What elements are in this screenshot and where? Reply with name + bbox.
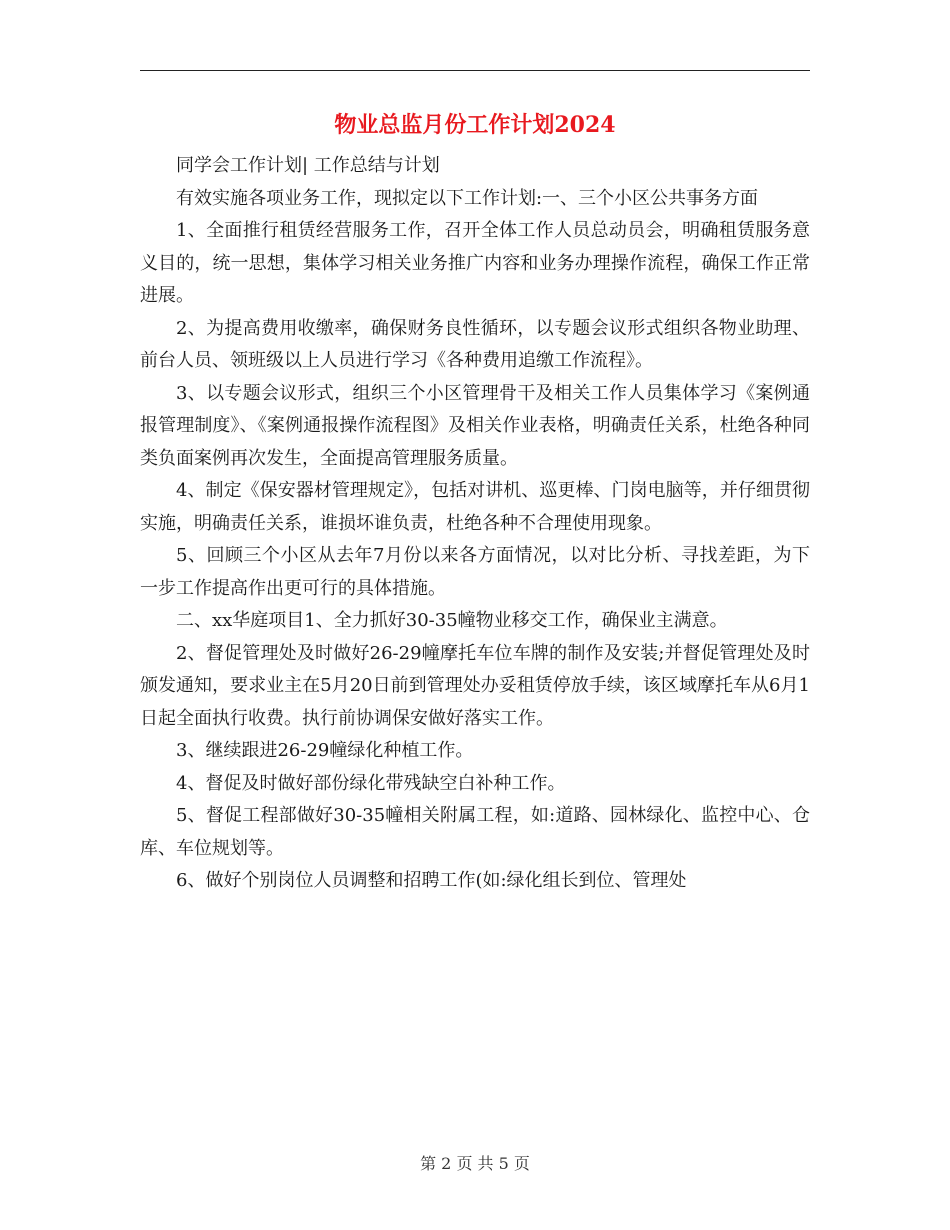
paragraph: 5、回顾三个小区从去年7月份以来各方面情况，以对比分析、寻找差距，为下一步工作提高作出更可行的具体措施。 [140,545,810,599]
page-number: 第 2 页 共 5 页 [420,1154,530,1173]
paragraph: 1、全面推行租赁经营服务工作，召开全体工作人员总动员会，明确租赁服务意义目的，统一思想，集体学习相关业务推广内容和业务办理操作流程，确保工作正常进展。 [140,220,810,306]
document-body [140,150,810,898]
document-title: 物业总监月份工作计划2024 [334,112,616,138]
paragraph: 3、以专题会议形式，组织三个小区管理骨干及相关工作人员集体学习《案例通报管理制度》、《案例通报操作流程图》及相关作业表格，明确责任关系，杜绝各种同类负面案例再次发生，全面提高管理服务质量。 [140,382,810,469]
header-rule [140,70,810,71]
paragraph: 二、xx华庭项目1、全力抓好30-35幢物业移交工作，确保业主满意。 [176,610,728,631]
paragraph: 同学会工作计划| 工作总结与计划 [176,155,440,176]
paragraph: 3、继续跟进26-29幢绿化种植工作。 [176,740,474,761]
paragraph: 5、督促工程部做好30-35幢相关附属工程，如:道路、园林绿化、监控中心、仓库、车位规划等。 [140,805,810,859]
paragraph: 4、督促及时做好部份绿化带残缺空白补种工作。 [176,772,566,794]
paragraph: 4、制定《保安器材管理规定》，包括对讲机、巡更棒、门岗电脑等，并仔细贯彻实施，明确责任关系，谁损坏谁负责，杜绝各种不合理使用现象。 [140,480,810,534]
paragraph: 6、做好个别岗位人员调整和招聘工作(如:绿化组长到位、管理处 [176,870,687,891]
paragraph: 2、为提高费用收缴率，确保财务良性循环，以专题会议形式组织各物业助理、前台人员、领班级以上人员进行学习《各种费用追缴工作流程》。 [140,317,810,371]
paragraph: 有效实施各项业务工作，现拟定以下工作计划:一、三个小区公共事务方面 [176,187,759,209]
paragraph: 2、督促管理处及时做好26-29幢摩托车位车牌的制作及安装;并督促管理处及时颁发通知，要求业主在5月20日前到管理处办妥租赁停放手续，该区域摩托车从6月1日起全面执行收费。执行前协调保安做好落实工作。 [140,642,810,729]
